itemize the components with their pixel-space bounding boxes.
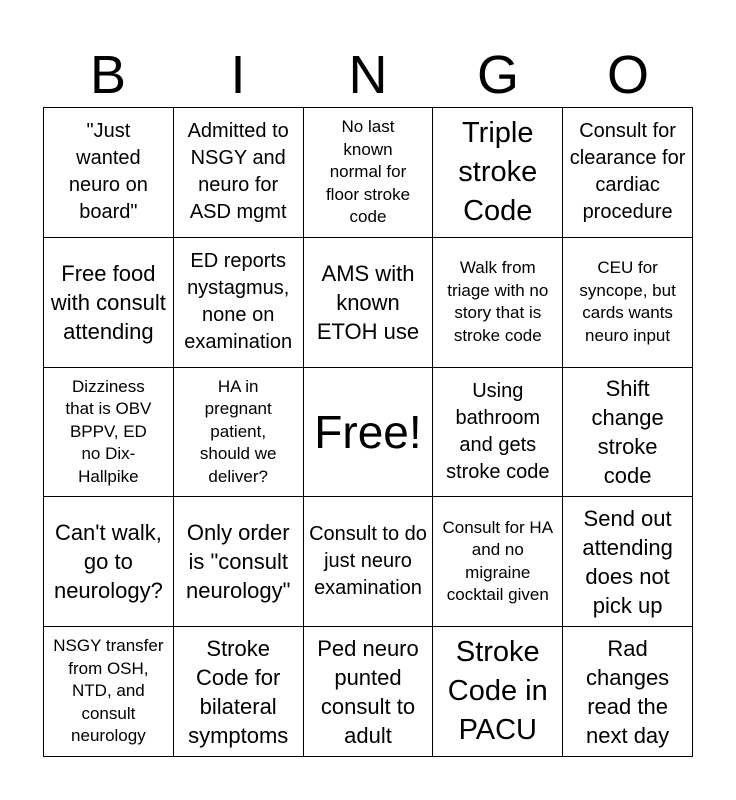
bingo-header — [43, 44, 693, 106]
bingo-cell-r5c2[interactable] — [174, 627, 304, 757]
cell-text: Free! — [314, 405, 422, 458]
bingo-cell-r1c1[interactable] — [44, 108, 174, 238]
cell-text: AMS with known ETOH use — [316, 260, 420, 344]
bingo-cell-r5c5[interactable] — [563, 627, 693, 757]
cell-text: Triple stroke Code — [458, 116, 538, 227]
bingo-cell-r2c3[interactable] — [304, 238, 434, 368]
cell-text: ED reports nystagmus, none on examination — [184, 250, 293, 354]
cell-text: Consult for clearance for cardiac procedure — [569, 120, 686, 224]
bingo-cell-r4c2[interactable] — [174, 497, 304, 627]
cell-text: Using bathroom and gets stroke code — [446, 379, 550, 483]
bingo-cell-r2c2[interactable] — [174, 238, 304, 368]
cell-text: HA in pregnant patient, should we deliver? — [199, 376, 277, 486]
cell-text: Only order is "consult neurology" — [185, 520, 291, 604]
cell-text: Can't walk, go to neurology? — [53, 520, 163, 604]
bingo-cell-r5c4[interactable] — [433, 627, 563, 757]
header-letter-b: B — [89, 45, 127, 105]
bingo-cell-r2c1[interactable] — [44, 238, 174, 368]
bingo-cell-r1c3[interactable] — [304, 108, 434, 238]
cell-text: NSGY transfer from OSH, NTD, and consult neurology — [53, 636, 164, 746]
bingo-grid — [43, 107, 693, 757]
cell-text: Free food with consult attending — [50, 260, 166, 344]
header-letter-o: O — [606, 45, 649, 105]
cell-text: Consult for HA and no migraine cocktail given — [442, 517, 554, 605]
bingo-cell-r3c4[interactable] — [433, 368, 563, 498]
cell-text: Walk from triage with no story that is stroke code — [447, 258, 549, 345]
bingo-cell-r4c3[interactable] — [304, 497, 434, 627]
bingo-cell-r1c5[interactable] — [563, 108, 693, 238]
cell-text: Stroke Code in PACU — [447, 636, 548, 747]
bingo-cell-r4c5[interactable] — [563, 497, 693, 627]
header-letter-n: N — [348, 45, 388, 105]
bingo-cell-r5c3[interactable] — [304, 627, 434, 757]
cell-text: Stroke Code for bilateral symptoms — [188, 635, 289, 748]
cell-text: Admitted to NSGY and neuro for ASD mgmt — [187, 120, 289, 224]
cell-text: No last known normal for floor stroke code — [325, 117, 411, 227]
header-letter-i: I — [230, 45, 246, 105]
header-letter-g: G — [476, 45, 519, 105]
cell-text: Send out attending does not pick up — [582, 505, 673, 618]
bingo-cell-r4c4[interactable] — [433, 497, 563, 627]
bingo-cell-r4c1[interactable] — [44, 497, 174, 627]
bingo-cell-r2c4[interactable] — [433, 238, 563, 368]
cell-text: Consult to do just neuro examination — [309, 523, 427, 600]
bingo-cell-r3c1[interactable] — [44, 368, 174, 498]
cell-text: Dizziness that is OBV BPPV, ED no Dix-Hallpike — [65, 376, 152, 486]
bingo-cell-r3c3[interactable] — [304, 368, 434, 498]
bingo-cell-r1c4[interactable] — [433, 108, 563, 238]
cell-text: CEU for syncope, but cards wants neuro input — [579, 258, 676, 345]
bingo-cell-r1c2[interactable] — [174, 108, 304, 238]
cell-text: Ped neuro punted consult to adult — [317, 635, 419, 748]
bingo-cell-r5c1[interactable] — [44, 627, 174, 757]
cell-text: Rad changes read the next day — [586, 635, 670, 748]
bingo-cell-r3c2[interactable] — [174, 368, 304, 498]
bingo-cell-r3c5[interactable] — [563, 368, 693, 498]
cell-text: Shift change stroke code — [591, 375, 664, 488]
bingo-cell-r2c5[interactable] — [563, 238, 693, 368]
cell-text: "Just wanted neuro on board" — [68, 120, 148, 224]
